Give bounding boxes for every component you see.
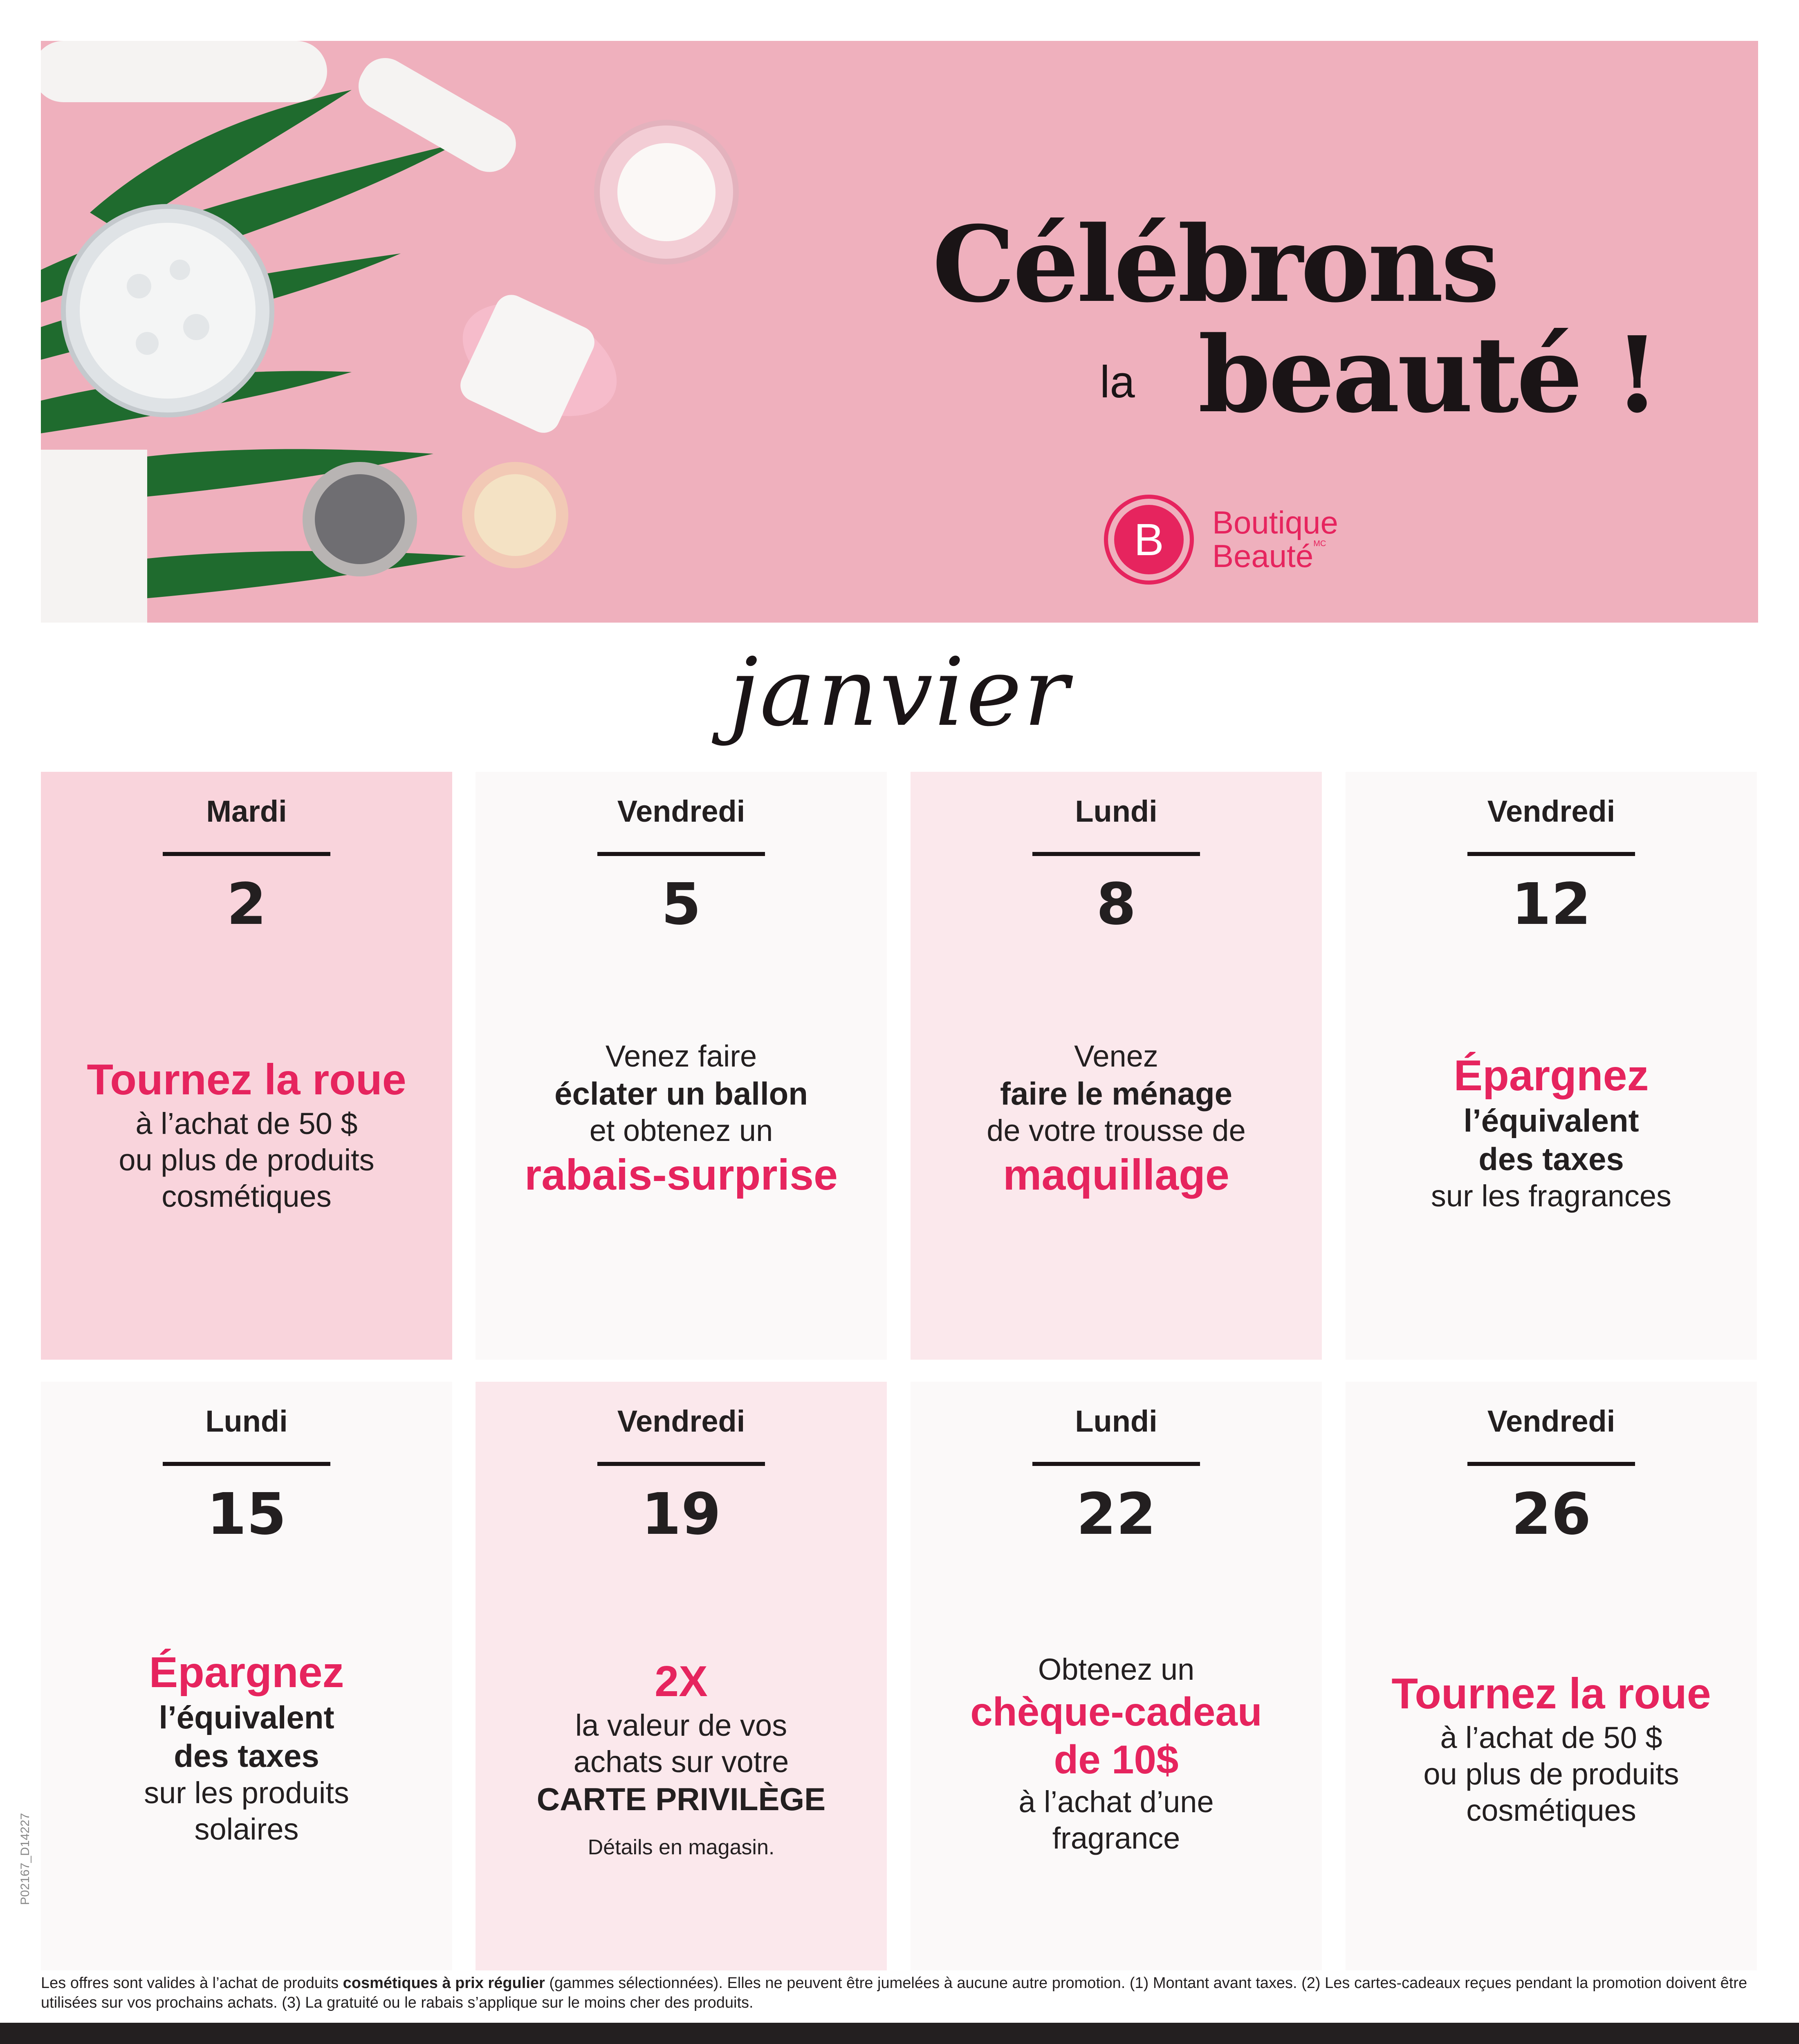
tile-day: Vendredi — [617, 794, 745, 828]
tile-offer — [927, 1038, 1306, 1201]
legal-part-1: Les offres sont valides à l’achat de produits — [41, 1975, 343, 1992]
brand-name — [1212, 506, 1338, 573]
offer-line: Tournez la roue — [87, 1056, 406, 1104]
offer-line: sur les fragrances — [1431, 1179, 1672, 1213]
offer-line: ou plus de produits — [119, 1143, 375, 1177]
legal-part-2: (gammes sélectionnées). Elles ne peuvent être jumelées à aucune autre promotion. (1) Montant avant taxes. (2) Les cartes-cadeaux reçues pendant la promotion doivent être utilisées sur vos prochains achats. (3) La gratuité ou le rabais s’applique sur le moins cher des produits. — [41, 1975, 1747, 2011]
tin-icon — [303, 462, 417, 576]
headline-line-1: Célébrons — [932, 204, 1497, 326]
offer-line: rabais-surprise — [525, 1151, 838, 1199]
b-circle-icon — [1104, 495, 1194, 585]
calendar-tile — [476, 1382, 887, 1970]
tile-date: 5 — [661, 871, 701, 938]
tile-day: Mardi — [206, 794, 287, 828]
brand-name-line-1: Boutique — [1212, 504, 1338, 541]
offer-line: l’équivalent — [159, 1699, 334, 1736]
tile-day: Vendredi — [1487, 1404, 1615, 1438]
tile-date: 26 — [1511, 1481, 1591, 1548]
headline-la: la — [1100, 357, 1135, 407]
store-footer — [0, 2023, 1799, 2044]
tile-date: 19 — [641, 1481, 721, 1548]
legal-text — [41, 1974, 1758, 2013]
offer-line: à l’achat de 50 $ — [1440, 1721, 1662, 1755]
offer-line: sur les produits — [144, 1776, 349, 1810]
tile-divider — [1467, 852, 1635, 856]
offer-line: Venez faire — [605, 1039, 757, 1073]
tile-divider — [597, 1462, 765, 1466]
tile-date: 22 — [1076, 1481, 1156, 1548]
tile-date: 2 — [227, 871, 267, 938]
offer-line: à l’achat d’une — [1018, 1784, 1214, 1819]
tile-offer — [57, 1054, 436, 1215]
tile-date: 15 — [206, 1481, 287, 1548]
tile-offer — [1362, 1050, 1741, 1215]
offer-line: ou plus de produits — [1423, 1757, 1679, 1791]
offer-line: fragrance — [1052, 1821, 1180, 1855]
tile-divider — [597, 852, 765, 856]
brand-name-line-2-wrap — [1212, 540, 1338, 573]
tile-day: Lundi — [205, 1404, 288, 1438]
offer-line: 2X — [655, 1657, 708, 1706]
tile-offer — [1362, 1668, 1741, 1829]
brand-letter: B — [1114, 505, 1184, 574]
calendar-tile — [41, 1382, 452, 1970]
tile-day: Lundi — [1075, 794, 1157, 828]
offer-line: l’équivalent — [1463, 1103, 1639, 1139]
month-title: janvier — [729, 638, 1070, 747]
offer-line: faire le ménage — [1000, 1075, 1232, 1112]
pink-jar-icon — [445, 281, 635, 439]
offer-line: Épargnez — [1454, 1051, 1649, 1100]
tile-divider — [1032, 852, 1200, 856]
offer-line: cosmétiques — [1466, 1793, 1636, 1827]
tile-divider — [1032, 1462, 1200, 1466]
offer-line: CARTE PRIVILÈGE — [536, 1781, 826, 1817]
calendar-tile — [911, 1382, 1322, 1970]
offer-line: et obtenez un — [589, 1114, 773, 1148]
offer-line: Détails en magasin. — [588, 1836, 775, 1860]
tile-day: Lundi — [1075, 1404, 1157, 1438]
salt-bowl-icon — [63, 206, 272, 415]
offer-line: Tournez la roue — [1391, 1670, 1711, 1718]
offer-line: cosmétiques — [162, 1179, 332, 1213]
cream-pot-icon — [462, 462, 568, 568]
legal-bold: cosmétiques à prix régulier — [343, 1975, 545, 1992]
calendar-tile — [476, 772, 887, 1360]
tile-day: Vendredi — [617, 1404, 745, 1438]
offer-line: maquillage — [1003, 1151, 1229, 1199]
cream-jar-icon — [597, 123, 736, 262]
calendar-tile — [41, 772, 452, 1360]
offer-line: Venez — [1074, 1039, 1158, 1073]
tile-offer — [492, 1038, 870, 1201]
tile-date: 12 — [1511, 871, 1591, 938]
boutique-beaute-logo — [1104, 495, 1338, 585]
tile-offer — [492, 1656, 870, 1860]
offer-line: des taxes — [1478, 1141, 1624, 1177]
calendar-tile — [1346, 1382, 1757, 1970]
calendar-tile — [911, 772, 1322, 1360]
tile-divider — [163, 852, 330, 856]
offer-line: la valeur de vos — [575, 1708, 787, 1743]
brand-trademark: MC — [1313, 539, 1326, 548]
calendar-tile — [1346, 772, 1757, 1360]
offer-line: solaires — [194, 1812, 299, 1847]
offer-line: Obtenez un — [1038, 1652, 1195, 1686]
hero-banner — [41, 41, 1758, 623]
tile-divider — [1467, 1462, 1635, 1466]
tile-date: 8 — [1096, 871, 1136, 938]
offer-line: Épargnez — [149, 1648, 344, 1697]
offer-line: des taxes — [174, 1737, 319, 1774]
offer-line: achats sur votre — [573, 1744, 789, 1779]
tile-divider — [163, 1462, 330, 1466]
tile-day: Vendredi — [1487, 794, 1615, 828]
offer-line: à l’achat de 50 $ — [135, 1107, 358, 1141]
offer-line: de 10$ — [1054, 1737, 1179, 1782]
cosmetics-illustration — [41, 41, 818, 623]
offer-line: chèque-cadeau — [970, 1689, 1262, 1734]
offer-line: éclater un ballon — [554, 1075, 808, 1112]
tile-offer — [57, 1647, 436, 1848]
tile-offer — [927, 1652, 1306, 1857]
brand-name-line-2: Beauté — [1212, 538, 1314, 574]
offer-line: de votre trousse de — [987, 1114, 1246, 1148]
document-code: P02167_D14227 — [18, 1813, 32, 1905]
headline-line-2: beauté ! — [1198, 314, 1658, 436]
